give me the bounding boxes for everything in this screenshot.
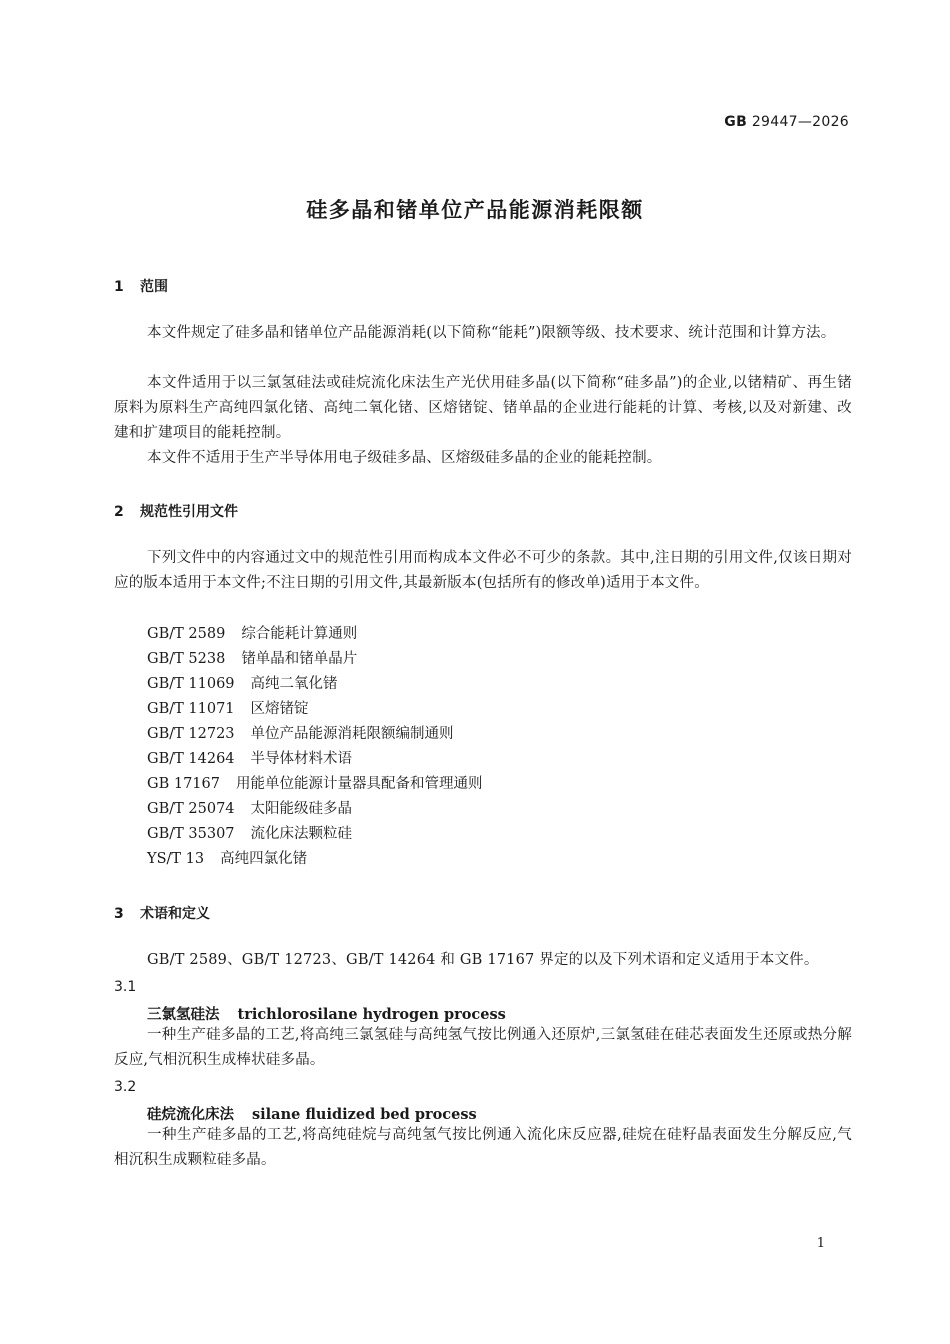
- section-1-heading: [114, 276, 168, 296]
- reference-code: YS/T 13: [147, 851, 205, 867]
- term-definition: 一种生产硅多晶的工艺,将高纯硅烷与高纯氢气按比例通入流化床反应器,硅烷在硅籽晶表面发生分解反应,气相沉积生成颗粒硅多晶。: [114, 1127, 852, 1168]
- section-title: 范围: [140, 279, 168, 295]
- term-entry: [147, 1103, 477, 1124]
- reference-item: [147, 772, 482, 797]
- reference-item: [147, 647, 482, 672]
- section-1-paragraph-1: 本文件规定了硅多晶和锗单位产品能源消耗(以下简称“能耗”)限额等级、技术要求、统计范围和计算方法。: [147, 325, 836, 341]
- document-title: 硅多晶和锗单位产品能源消耗限额: [306, 198, 644, 222]
- term-entry: [147, 1003, 506, 1024]
- reference-item: [147, 797, 482, 822]
- reference-name: 高纯四氯化锗: [220, 851, 308, 867]
- section-title: 术语和定义: [140, 906, 210, 922]
- term-chinese: 三氯氢硅法: [147, 1007, 220, 1023]
- section-2-paragraph-1: 下列文件中的内容通过文中的规范性引用而构成本文件必不可少的条款。其中,注日期的引用文件,仅该日期对应的版本适用于本文件;不注日期的引用文件,其最新版本(包括所有的修改单)适用于本文件。: [114, 550, 852, 591]
- standard-number: [724, 114, 849, 130]
- section-1-paragraph-3: 本文件不适用于生产半导体用电子级硅多晶、区熔级硅多晶的企业的能耗控制。: [147, 450, 662, 466]
- section-number: 2: [114, 504, 124, 520]
- reference-name: 高纯二氧化锗: [250, 676, 338, 692]
- standard-prefix: GB: [724, 114, 748, 130]
- normative-reference-list: [147, 622, 482, 872]
- term-english: silane fluidized bed process: [252, 1106, 477, 1123]
- reference-name: 流化床法颗粒硅: [250, 826, 353, 842]
- section-3-heading: [114, 903, 210, 923]
- term-english: trichlorosilane hydrogen process: [237, 1006, 506, 1023]
- reference-code: GB/T 11069: [147, 676, 235, 692]
- reference-item: [147, 622, 482, 647]
- section-1-paragraph-2: 本文件适用于以三氯氢硅法或硅烷流化床法生产光伏用硅多晶(以下简称“硅多晶”)的企业,以锗精矿、再生锗原料为原料生产高纯四氯化锗、高纯二氧化锗、区熔锗锭、锗单晶的企业进行能耗的计算、考核,以及对新建、改建和扩建项目的能耗控制。: [114, 375, 852, 441]
- reference-name: 半导体材料术语: [250, 751, 353, 767]
- reference-code: GB/T 25074: [147, 801, 235, 817]
- reference-name: 区熔锗锭: [250, 701, 309, 717]
- reference-item: [147, 672, 482, 697]
- reference-name: 用能单位能源计量器具配备和管理通则: [235, 776, 483, 792]
- reference-code: GB/T 2589: [147, 626, 226, 642]
- reference-item: [147, 697, 482, 722]
- section-number: 3: [114, 906, 124, 922]
- section-2-heading: [114, 501, 238, 521]
- standard-number-value: 29447—2026: [751, 114, 849, 130]
- section-title: 规范性引用文件: [140, 504, 238, 520]
- reference-name: 锗单晶和锗单晶片: [241, 651, 358, 667]
- reference-code: GB 17167: [147, 776, 220, 792]
- reference-name: 综合能耗计算通则: [241, 626, 358, 642]
- reference-item: [147, 847, 482, 872]
- section-3-paragraph-1: GB/T 2589、GB/T 12723、GB/T 14264 和 GB 17167 界定的以及下列术语和定义适用于本文件。: [147, 952, 819, 968]
- reference-item: [147, 747, 482, 772]
- reference-code: GB/T 14264: [147, 751, 235, 767]
- reference-code: GB/T 5238: [147, 651, 226, 667]
- reference-code: GB/T 12723: [147, 726, 235, 742]
- term-chinese: 硅烷流化床法: [147, 1107, 234, 1123]
- reference-name: 单位产品能源消耗限额编制通则: [250, 726, 454, 742]
- reference-item: [147, 722, 482, 747]
- clause-number: 3.1: [114, 979, 137, 995]
- reference-code: GB/T 35307: [147, 826, 235, 842]
- reference-name: 太阳能级硅多晶: [250, 801, 353, 817]
- term-definition: 一种生产硅多晶的工艺,将高纯三氯氢硅与高纯氢气按比例通入还原炉,三氯氢硅在硅芯表面发生还原或热分解反应,气相沉积生成棒状硅多晶。: [114, 1027, 852, 1068]
- clause-number: 3.2: [114, 1079, 137, 1095]
- reference-code: GB/T 11071: [147, 701, 235, 717]
- page-number: 1: [816, 1236, 825, 1251]
- reference-item: [147, 822, 482, 847]
- section-number: 1: [114, 279, 124, 295]
